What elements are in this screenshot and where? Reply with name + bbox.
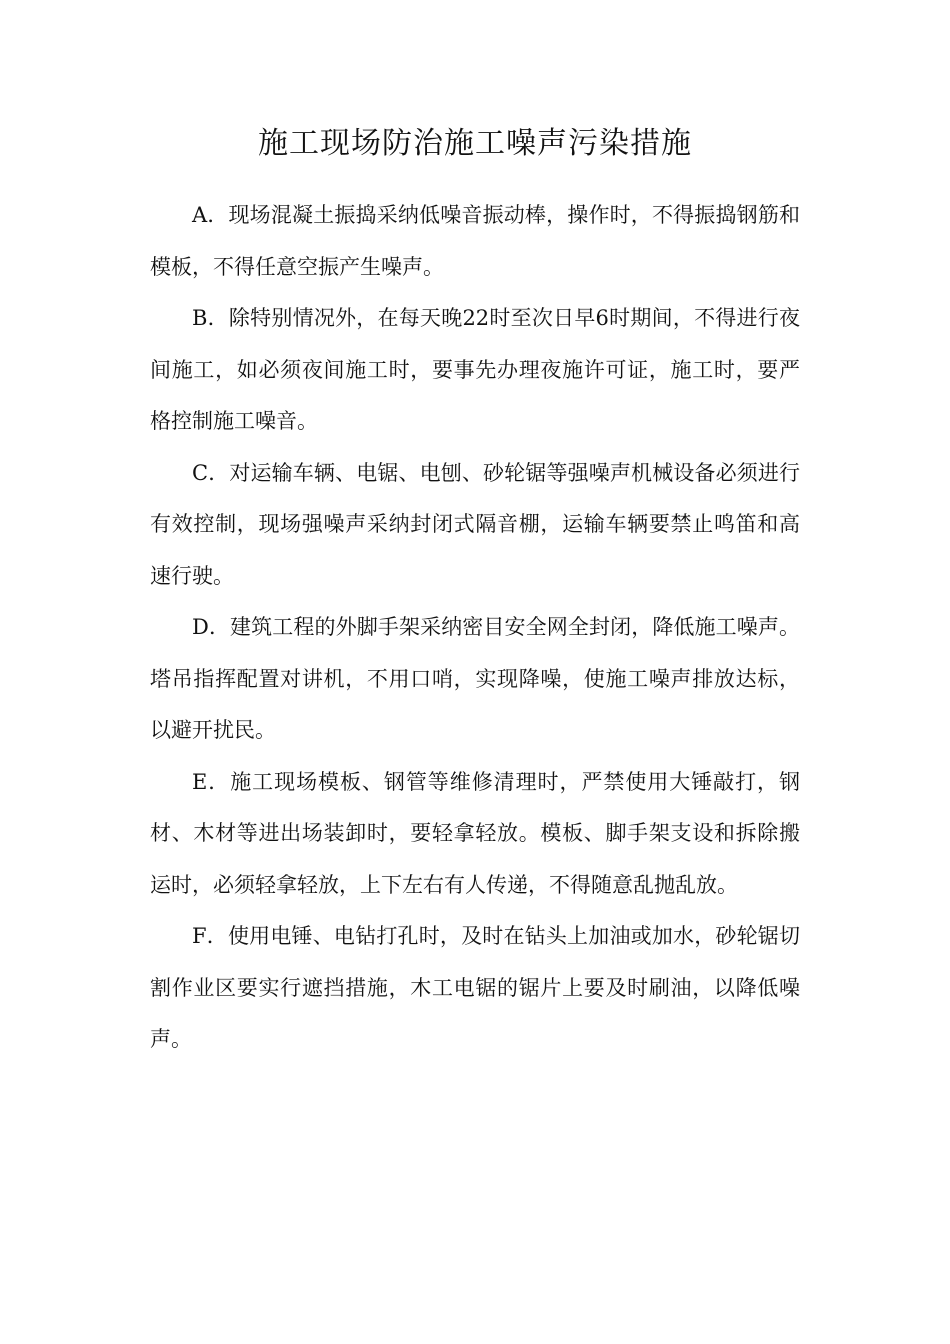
measure-paragraph-d: D．建筑工程的外脚手架采纳密目安全网全封闭，降低施工噪声。塔吊指挥配置对讲机，不用口哨，实现降噪，使施工噪声排放达标，以避开扰民。 (150, 615, 800, 742)
measure-paragraph-f: F．使用电锤、电钻打孔时，及时在钻头上加油或加水，砂轮锯切割作业区要实行遮挡措施，木工电锯的锯片上要及时刷油，以降低噪声。 (150, 924, 800, 1051)
measure-paragraph-b: B．除特别情况外，在每天晚22时至次日早6时期间，不得进行夜间施工，如必须夜间施工时，要事先办理夜施许可证，施工时，要严格控制施工噪音。 (150, 306, 800, 433)
measure-paragraph-a: A．现场混凝土振捣采纳低噪音振动棒，操作时，不得振捣钢筋和模板，不得任意空振产生噪声。 (150, 203, 800, 279)
measure-paragraph-e: E．施工现场模板、钢管等维修清理时，严禁使用大锤敲打，钢材、木材等进出场装卸时，要轻拿轻放。模板、脚手架支设和拆除搬运时，必须轻拿轻放，上下左右有人传递，不得随意乱抛乱放。 (150, 769, 800, 897)
document-body (150, 190, 800, 1066)
measure-paragraph-c: C．对运输车辆、电锯、电刨、砂轮锯等强噪声机械设备必须进行有效控制，现场强噪声采纳封闭式隔音棚，运输车辆要禁止鸣笛和高速行驶。 (150, 460, 800, 588)
document-title: 施工现场防治施工噪声污染措施 (258, 126, 692, 161)
